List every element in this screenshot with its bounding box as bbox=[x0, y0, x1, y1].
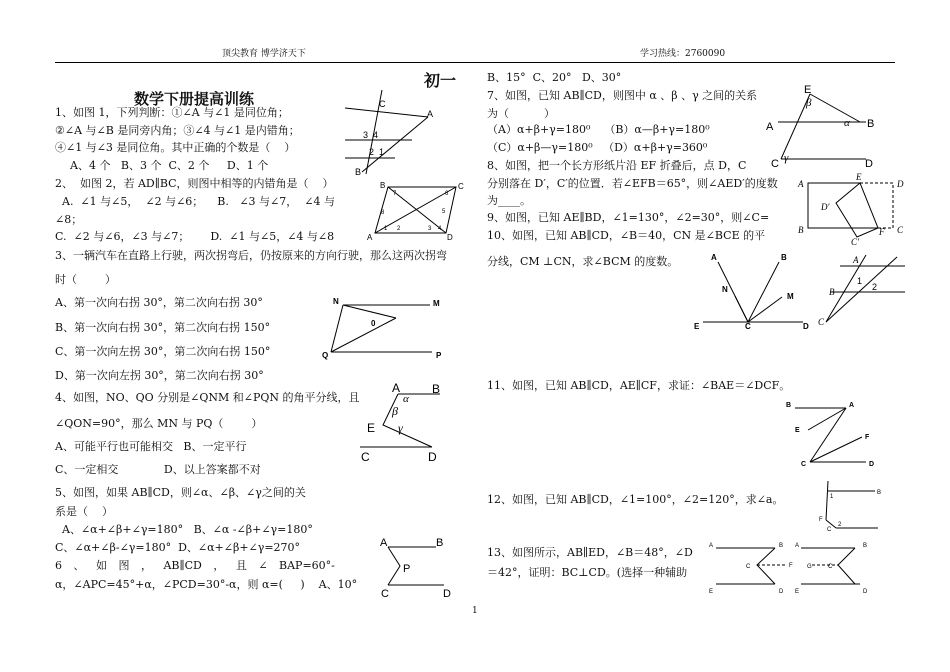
figure-question-9 bbox=[818, 255, 905, 327]
question-13-text: ＝42°，证明：BC⊥CD。(选择一种辅助 bbox=[487, 566, 688, 579]
figure-question-13a bbox=[709, 543, 793, 595]
angle-label: 1 bbox=[830, 494, 834, 500]
angle-label: 2 bbox=[872, 282, 878, 292]
point-label: C bbox=[361, 450, 370, 464]
angle-label: 4 bbox=[438, 226, 442, 232]
figure-question-1 bbox=[345, 90, 433, 177]
header-left-text: 顶尖教育 博学济天下 bbox=[222, 49, 306, 59]
question-5-options: C、∠α+∠β-∠γ=180° D、∠α+∠β+∠γ=270° bbox=[55, 541, 301, 554]
question-2-options: A. ∠1 与∠5， ∠2 与∠6； B. ∠3 与∠7， ∠4 与 bbox=[62, 195, 335, 208]
point-label: M bbox=[787, 292, 794, 301]
question-8-text: 8、如图，把一个长方形纸片沿 EF 折叠后，点 D，C bbox=[487, 159, 747, 172]
point-label: A bbox=[427, 109, 434, 119]
point-label: B bbox=[779, 543, 784, 549]
point-label: E bbox=[795, 589, 800, 595]
question-1-text: ②∠A 与∠B 是同旁内角；③∠4 与∠1 是内错角； bbox=[55, 124, 300, 137]
point-label: C bbox=[827, 527, 832, 533]
question-6-options: B、15° C、20° D、30° bbox=[487, 71, 622, 84]
point-label: A bbox=[853, 255, 859, 265]
angle-label: 1 bbox=[384, 226, 388, 232]
point-label: C bbox=[828, 564, 833, 570]
question-7-options: （A）α+β+γ=180⁰ （B）α—β+γ=180⁰ bbox=[487, 123, 710, 136]
point-label: A bbox=[849, 402, 855, 409]
point-label: B bbox=[867, 118, 875, 130]
question-6-text: 6 、 如 图 ， AB∥CD ， 且 ∠ BAP=60°- bbox=[55, 559, 335, 572]
question-7-options: （C）α+β—γ=180⁰ （D）α+β+γ=360⁰ bbox=[487, 141, 708, 154]
point-label: C bbox=[746, 564, 751, 570]
question-4-text: 4、如图，NO、QO 分别是∠QNM 和∠PQN 的角平分线，且 bbox=[55, 391, 360, 404]
angle-label: 6 bbox=[445, 191, 449, 197]
point-label: B bbox=[355, 167, 362, 177]
question-8-text: 为____。 bbox=[487, 194, 531, 207]
figure-line bbox=[748, 297, 782, 322]
angle-label: α bbox=[844, 117, 850, 129]
angle-label: 2 bbox=[397, 226, 401, 232]
point-label: A bbox=[766, 121, 774, 133]
point-label: D bbox=[447, 233, 453, 242]
point-label: P bbox=[403, 563, 411, 575]
question-5-text: 5、如图，如果 AB∥CD，则∠α、∠β、∠γ之间的关 bbox=[55, 486, 306, 499]
angle-label: 1 bbox=[379, 147, 385, 157]
point-label: B bbox=[786, 402, 792, 409]
figure-question-4 bbox=[322, 297, 442, 360]
point-label: B bbox=[436, 537, 444, 549]
question-2-text: 2、 如图 2，若 AD∥BC，则图中相等的内错角是（ ） bbox=[55, 177, 334, 190]
question-1-text: 1、如图 1，下列判断：①∠A 与∠1 是同位角； bbox=[55, 106, 289, 119]
figure-question-11 bbox=[786, 402, 874, 468]
question-2-options: C. ∠2 与∠6，∠3 与∠7； D. ∠1 与∠5，∠4 与∠8 bbox=[55, 230, 335, 243]
point-label: C bbox=[381, 588, 389, 600]
angle-label: 4 bbox=[373, 130, 379, 140]
angle-label: γ bbox=[784, 152, 789, 164]
point-label: F bbox=[819, 517, 823, 523]
angle-label: 3 bbox=[363, 130, 369, 140]
point-label: N bbox=[722, 285, 728, 294]
point-label: D bbox=[897, 179, 904, 189]
figure-question-5 bbox=[360, 381, 440, 464]
point-label: A bbox=[795, 543, 800, 549]
figure-line bbox=[810, 94, 860, 122]
point-label: B bbox=[829, 287, 835, 297]
question-9-text: 9、如图，已知 AE∥BD，∠1=130°，∠2=30°，则∠C= bbox=[487, 211, 770, 224]
rectangle-dashed-edge bbox=[860, 183, 893, 228]
point-label: P bbox=[436, 351, 442, 360]
point-label: D bbox=[869, 461, 875, 468]
question-3-option: A、第一次向右拐 30°，第二次向右拐 30° bbox=[55, 296, 263, 309]
figure-question-8 bbox=[797, 172, 904, 247]
figure-line bbox=[808, 408, 846, 430]
point-label: F bbox=[789, 563, 793, 569]
angle-label: 5 bbox=[442, 209, 446, 215]
figure-line bbox=[343, 305, 396, 318]
figure-question-6 bbox=[380, 537, 451, 600]
figure-line bbox=[388, 547, 400, 585]
point-label: A bbox=[711, 253, 717, 262]
point-label: E bbox=[795, 427, 800, 434]
point-label: C bbox=[801, 461, 807, 468]
point-label: C bbox=[818, 317, 825, 327]
worksheet-title: 数学下册提高训练 bbox=[134, 90, 255, 108]
point-label: A bbox=[392, 381, 401, 395]
question-3-option: D、第一次向左拐 30°，第二次向右拐 30° bbox=[55, 369, 264, 382]
point-label: A bbox=[709, 543, 714, 549]
point-label: E bbox=[804, 84, 812, 96]
question-3-text: 时（ ） bbox=[55, 273, 116, 286]
figure-question-13b bbox=[795, 543, 868, 595]
question-3-option: B、第一次向右拐 30°，第二次向右拐 150° bbox=[55, 321, 271, 334]
question-10-text: 10、如图，已知 AB∥CD，∠B＝40，CN 是∠BCE 的平 bbox=[487, 229, 766, 242]
question-13-text: 13、如图所示，AB∥ED，∠B＝48°，∠D bbox=[487, 546, 693, 559]
angle-label: β bbox=[392, 404, 398, 418]
question-8-text: 分别落在 D′，C′的位置．若∠EFB＝65°，则∠AED′的度数 bbox=[487, 177, 778, 190]
figure-question-7 bbox=[766, 84, 874, 170]
folded-part bbox=[836, 183, 878, 237]
angle-label: 7 bbox=[393, 191, 397, 197]
point-label: Q bbox=[322, 351, 329, 360]
point-label: E bbox=[709, 589, 714, 595]
point-label: C bbox=[379, 99, 386, 109]
point-label: C′ bbox=[851, 237, 859, 247]
question-7-text: 为（ ） bbox=[487, 107, 555, 120]
angle-label: β bbox=[806, 97, 812, 109]
point-label: E bbox=[856, 172, 862, 182]
header-hotline-text: 学习热线：2760090 bbox=[640, 49, 726, 59]
grade-label: 初一 bbox=[424, 71, 457, 90]
angle-label: α bbox=[403, 393, 409, 405]
point-label: D′ bbox=[821, 202, 830, 212]
point-label: E bbox=[694, 322, 700, 331]
point-label: C bbox=[771, 158, 779, 170]
question-4-options: A、可能平行也可能相交 B、一定平行 bbox=[55, 440, 247, 453]
figure-line bbox=[838, 548, 855, 584]
figure-line bbox=[826, 481, 828, 520]
point-label: D bbox=[865, 158, 873, 170]
question-5-options: A、∠α+∠β+∠γ=180° B、∠α -∠β+∠γ=180° bbox=[62, 523, 313, 536]
angle-label: 2 bbox=[838, 522, 842, 528]
point-label: 0 bbox=[371, 319, 376, 328]
question-4-text: ∠QON=90°，那么 MN 与 PQ（ ） bbox=[55, 417, 263, 430]
point-label: D bbox=[803, 322, 809, 331]
question-6-text: α，∠APC=45°+α，∠PCD=30°-α，则 α=( ) A、10° bbox=[55, 578, 358, 591]
question-1-options: A、4 个 B、3 个 C、2 个 D、1 个 bbox=[70, 159, 269, 172]
figure-line bbox=[826, 257, 897, 322]
figure-line bbox=[735, 296, 748, 322]
angle-label: γ bbox=[398, 421, 403, 435]
point-label: A bbox=[367, 233, 373, 242]
figure-line bbox=[345, 108, 428, 117]
figure-line bbox=[748, 262, 779, 322]
point-label: M bbox=[433, 299, 440, 308]
point-label: B bbox=[432, 382, 441, 396]
question-2-options: ∠8； bbox=[55, 213, 83, 226]
point-label: D bbox=[443, 588, 451, 600]
point-label: B bbox=[380, 181, 386, 190]
angle-label: 3 bbox=[428, 226, 432, 232]
figure-question-12 bbox=[819, 481, 881, 533]
question-1-text: ④∠1 与∠3 是同位角。其中正确的个数是（ ） bbox=[55, 141, 296, 154]
point-label: F bbox=[865, 434, 870, 441]
point-label: C bbox=[897, 225, 904, 235]
page-number: 1 bbox=[472, 606, 478, 616]
point-label: N bbox=[333, 297, 339, 306]
point-label: F bbox=[879, 227, 885, 237]
rectangle-edge bbox=[808, 183, 878, 228]
figure-line bbox=[757, 548, 775, 584]
point-label: C bbox=[458, 182, 464, 191]
question-10-text: 分线，CM ⊥CN，求∠BCM 的度数。 bbox=[487, 255, 679, 268]
point-label: A bbox=[380, 537, 388, 549]
point-label: G bbox=[807, 564, 812, 570]
angle-label: 1 bbox=[857, 276, 863, 286]
angle-label: 2 bbox=[369, 147, 375, 157]
question-7-text: 7、如图，已知 AB∥CD，则图中 α 、β 、γ 之间的关系 bbox=[487, 89, 758, 102]
question-3-text: 3、一辆汽车在直路上行驶，两次拐弯后，仍按原来的方向行驶，那么这两次拐弯 bbox=[55, 249, 447, 262]
point-label: B bbox=[781, 253, 787, 262]
figure-line bbox=[331, 318, 396, 352]
figure-question-2 bbox=[367, 181, 464, 242]
angle-label: 8 bbox=[381, 210, 385, 216]
point-label: B bbox=[863, 543, 868, 549]
question-4-options: C、一定相交 D、以上答案都不对 bbox=[55, 463, 261, 476]
figure-question-10 bbox=[694, 253, 809, 331]
point-label: E bbox=[367, 421, 376, 435]
question-12-text: 12、如图，已知 AB∥CD，∠1=100°，∠2=120°，求∠a。 bbox=[487, 493, 784, 506]
point-label: D bbox=[428, 450, 437, 464]
point-label: D bbox=[863, 589, 868, 595]
point-label: D bbox=[779, 589, 784, 595]
question-3-option: C、第一次向左拐 30°，第二次向右拐 150° bbox=[55, 345, 271, 358]
point-label: C bbox=[745, 322, 751, 331]
question-5-text: 系是（ ） bbox=[55, 505, 113, 518]
question-11-text: 11、如图，已知 AB∥CD，AE∥CF，求证：∠BAE＝∠DCF。 bbox=[487, 379, 791, 392]
point-label: B bbox=[877, 490, 882, 496]
point-label: B bbox=[798, 225, 804, 235]
figure-line bbox=[331, 305, 343, 352]
point-label: A bbox=[798, 179, 804, 189]
